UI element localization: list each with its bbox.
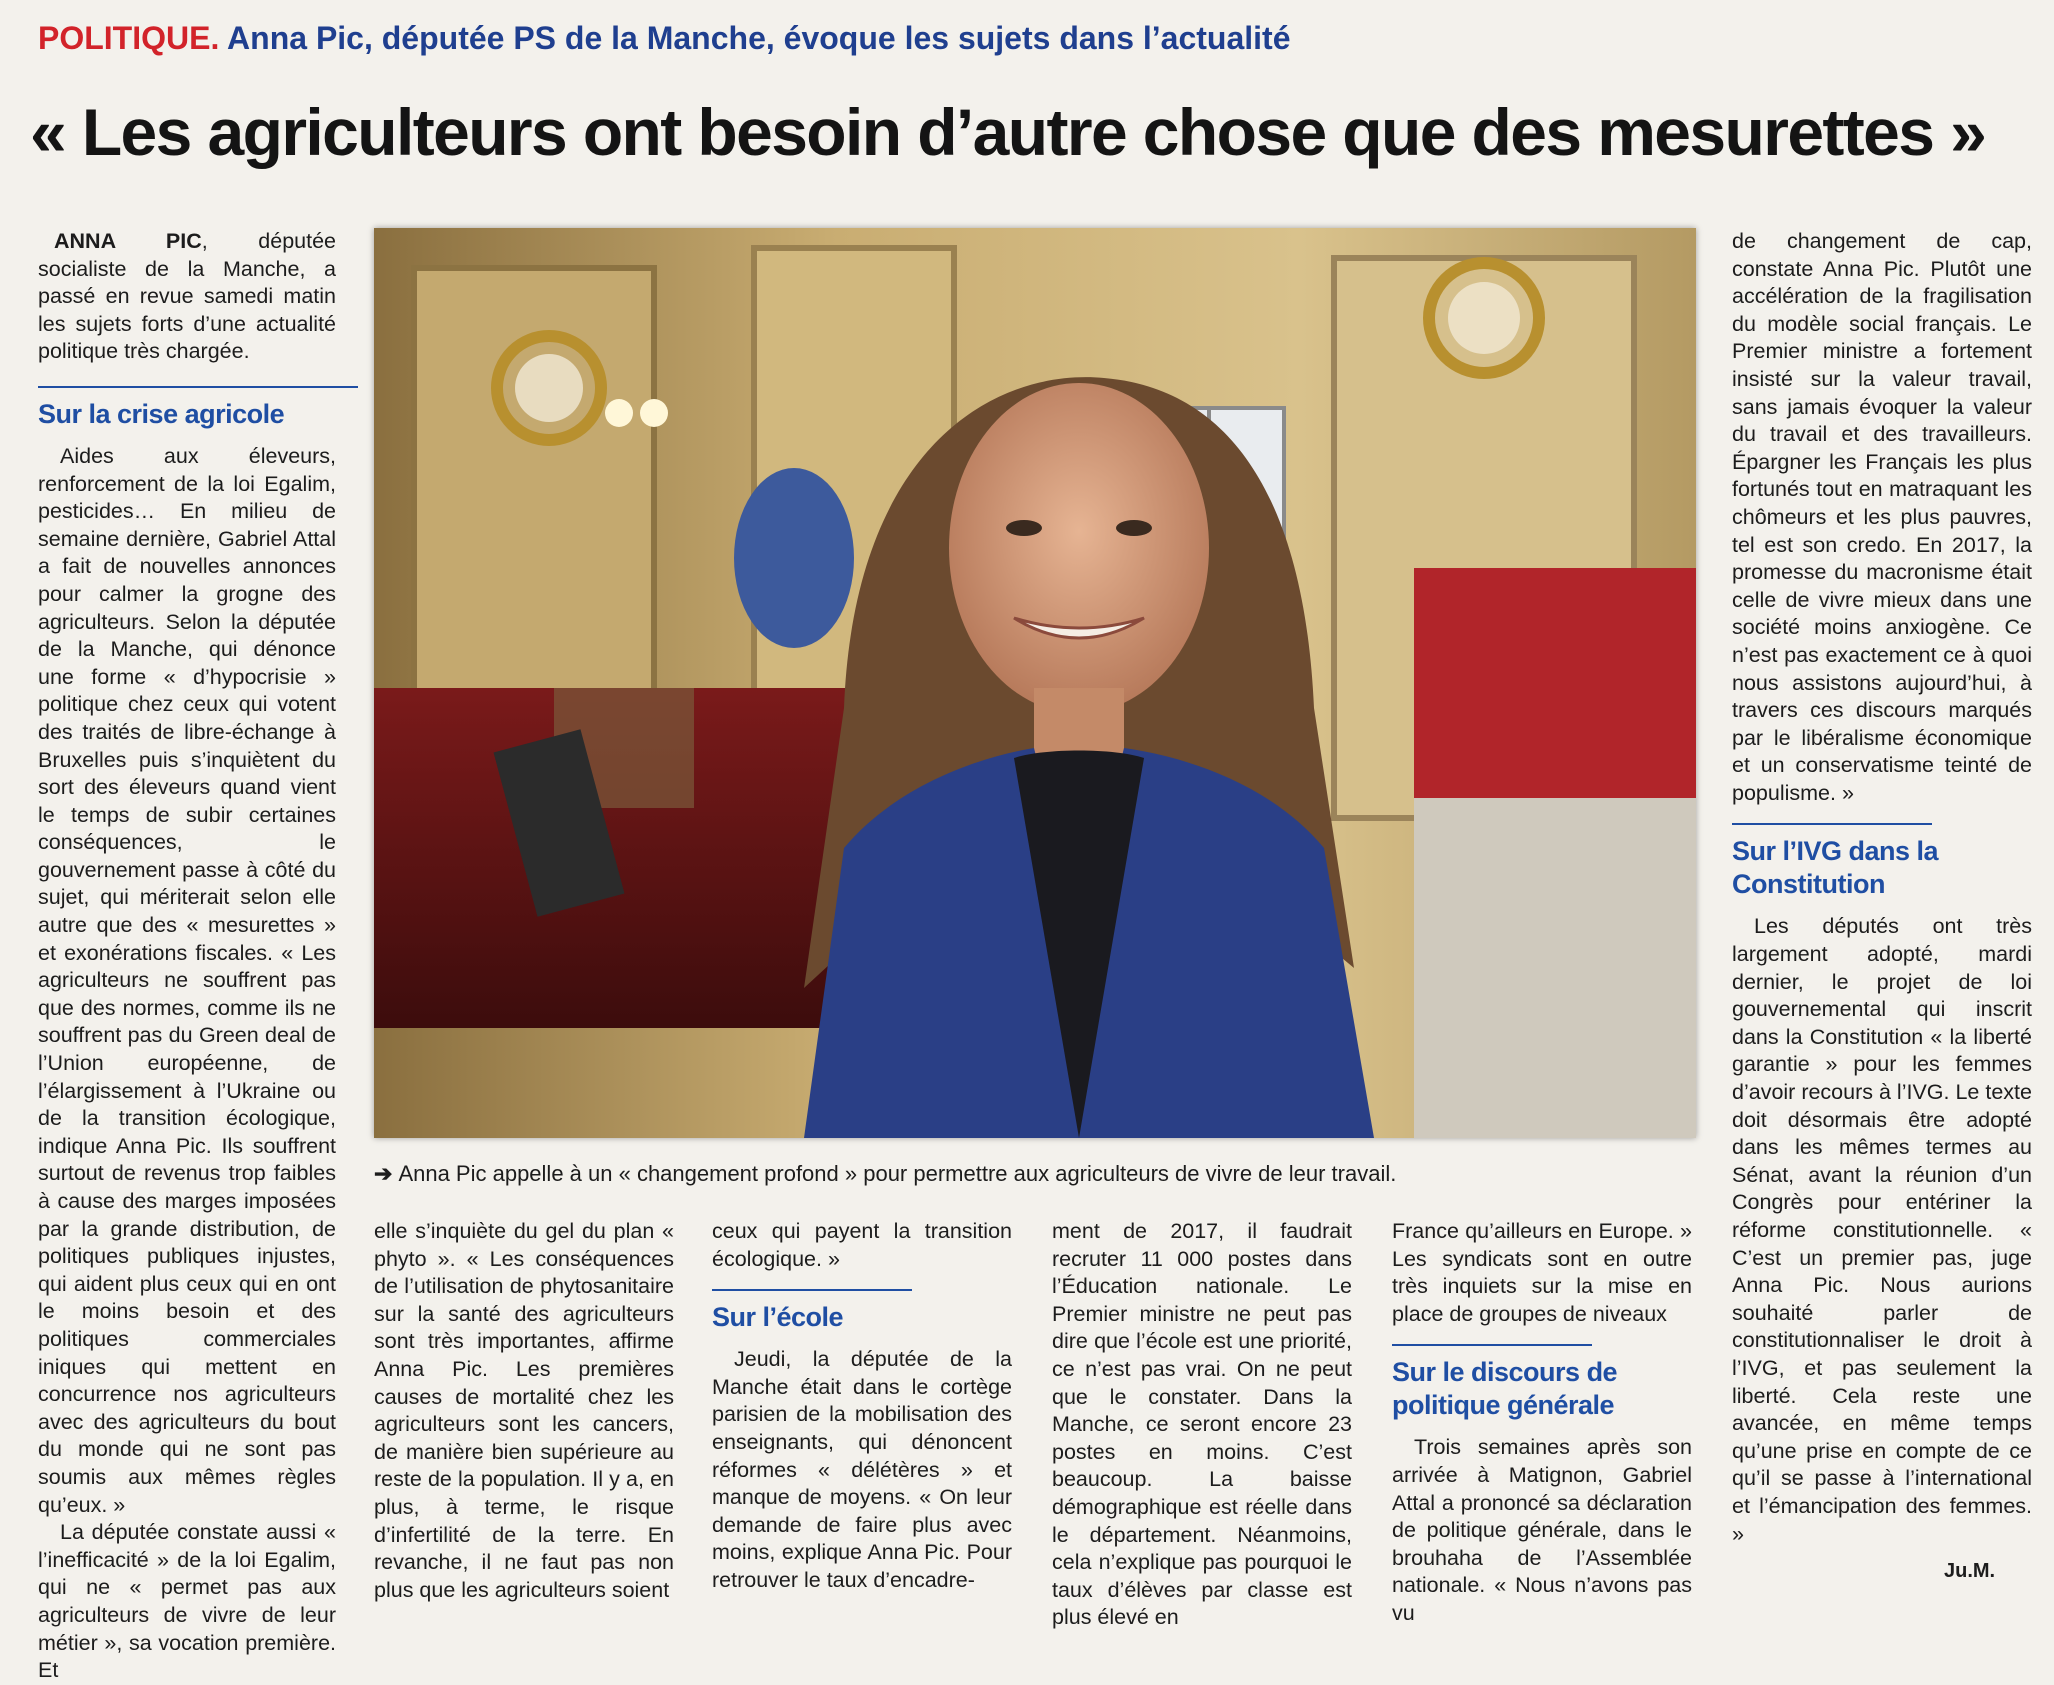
subhead-crise-agricole: Sur la crise agricole [38, 398, 285, 429]
paragraph: Aides aux éleveurs, renforcement de la loi Egalim, pesticides… En milieu de semaine dernière, Gabriel Attal a fait de nouvelles annonces pour calmer la grogne des agriculteurs. Selon la députée de la Manche, qui dénonce une forme « d’hypocrisie » politique chez ceux qui votent des traités de libre-échange à Bruxelles puis s’inquiètent du sort des éleveurs quand vient le temps de subir certaines conséquences, le gouvernement passe à côté du sujet, qui mériterait selon elle autre que des « mesurettes » et exonérations fiscales. « Les agriculteurs ne souffrent pas que des normes, comme ils ne souffrent pas du Green deal de l’Union européenne, de l’élargissement à l’Ukraine ou de la transition écologique, indique Anna Pic. Ils souffrent surtout de revenus trop faibles à cause des marges imposées par la grande distribution, de politiques publiques injustes, qui aident plus ceux qui en ont le moins besoin et des politiques commerciales iniques qui mettent en concurrence nos agriculteurs avec des agriculteurs du bout du monde qui ne sont pas soumis aux mêmes règles qu’eux. » [38, 443, 336, 1517]
arrow-right-icon: ➔ [374, 1161, 393, 1186]
rubric-dot: . [210, 20, 220, 56]
caption-text: Anna Pic appelle à un « changement profond » pour permettre aux agriculteurs de vivre de leur travail. [398, 1161, 1397, 1186]
column-2 [374, 1218, 674, 1604]
paragraph: elle s’inquiète du gel du plan « phyto ». « Les conséquences de l’utilisation de phytosanitaire sur la santé des agriculteurs sont très importantes, affirme Anna Pic. Les premières causes de mortalité chez les agriculteurs sont les cancers, de manière bien supérieure au reste de la population. Il y a, en plus, à terme, le risque d’infertilité de la terre. En revanche, il ne faut pas non plus que les agriculteurs soient [374, 1219, 674, 1602]
subhead-ecole: Sur l’école [712, 1302, 844, 1333]
column-3 [712, 1218, 1012, 1595]
article-subtitle: Anna Pic, députée PS de la Manche, évoque les sujets dans l’actualité [227, 20, 1291, 56]
column-1 [38, 228, 336, 1685]
paragraph: ceux qui payent la transition écologique. » [712, 1219, 1012, 1271]
paragraph: de changement de cap, constate Anna Pic. Plutôt une accélération de la fragilisation du modèle social français. Le Premier ministre a fortement insisté sur la valeur travail, sans jamais évoquer la valeur du travail et des travailleurs. Épargner les Français les plus fortunés tout en matraquant les chômeurs et les plus pauvres, tel est son credo. En 2017, la promesse du macronisme était celle de vivre mieux dans une société moins anxiogène. Ce n’est pas exactement ce à quoi nous assistons aujourd’hui, à travers ces discours marqués par le libéralisme économique et un conservatisme teinté de populisme. » [1732, 229, 2032, 805]
photo-caption [374, 1160, 1397, 1188]
headline: « Les agriculteurs ont besoin d’autre chose que des mesurettes » [30, 95, 1986, 169]
paragraph: La députée constate aussi « l’inefficacité » de la loi Egalim, qui ne « permet pas aux agriculteurs de vivre de leur métier », sa vocation première. Et [38, 1520, 336, 1683]
section-rule [1732, 823, 1932, 825]
column-6 [1732, 228, 2032, 1548]
subhead-discours: Sur le discours de politique générale [1392, 1357, 1618, 1421]
paragraph: France qu’ailleurs en Europe. » Les syndicats sont en outre très inquiets sur la mise en place de groupes de niveaux [1392, 1219, 1692, 1326]
lead-paragraph [38, 228, 336, 366]
section-rule [1392, 1344, 1592, 1346]
column-4 [1052, 1218, 1352, 1632]
paragraph: Les députés ont très largement adopté, mardi dernier, le projet de loi gouvernemental qui inscrit dans la Constitution « la liberté garantie » pour les femmes d’avoir recours à l’IVG. Le texte doit désormais être adopté dans les mêmes termes au Sénat, avant la réunion d’un Congrès pour entériner la réforme constitutionnelle. « C’est un premier pas, juge Anna Pic. Nous aurions souhaité parler de constitutionnaliser le droit à l’IVG, et pas seulement la liberté. Cela reste une avancée, en même temps qu’une prise en compte de ce qu’il se passe à l’international et l’émancipation des femmes. » [1732, 914, 2032, 1546]
section-rule [712, 1289, 912, 1291]
section-rubric: POLITIQUE [38, 20, 211, 56]
byline: Ju.M. [1944, 1560, 1996, 1582]
paragraph: Trois semaines après son arrivée à Matignon, Gabriel Attal a prononcé sa déclaration de politique générale, dans le brouhaha de l’Assemblée nationale. « Nous n’avons pas vu [1392, 1435, 1692, 1625]
lead-text: , députée socialiste de la Manche, a passé en revue samedi matin les sujets forts d’une actualité politique très chargée. [38, 229, 336, 364]
article-kicker [38, 20, 1291, 57]
section-rule [38, 386, 358, 388]
paragraph: ment de 2017, il faudrait recruter 11 000 postes dans l’Éducation nationale. Le Premier ministre ne peut pas dire que l’école est une priorité, ce n’est pas vrai. On ne peut que le constater. Dans la Manche, ce seront encore 23 postes en moins. C’est beaucoup. La baisse démographique est réelle dans le département. Néanmoins, cela n’explique pas pourquoi le taux d’élèves par classe est plus élevé en [1052, 1219, 1352, 1630]
article-photo [374, 228, 1696, 1138]
lead-name: ANNA PIC [54, 229, 202, 253]
column-5 [1392, 1218, 1692, 1628]
paragraph: Jeudi, la députée de la Manche était dans le cortège parisien de la mobilisation des enseignants, qui dénoncent réformes « délétères » et manque de moyens. « On leur demande de faire plus avec moins, explique Anna Pic. Pour retrouver le taux d’encadre- [712, 1347, 1012, 1592]
subhead-ivg: Sur l’IVG dans la Constitution [1732, 836, 1939, 900]
